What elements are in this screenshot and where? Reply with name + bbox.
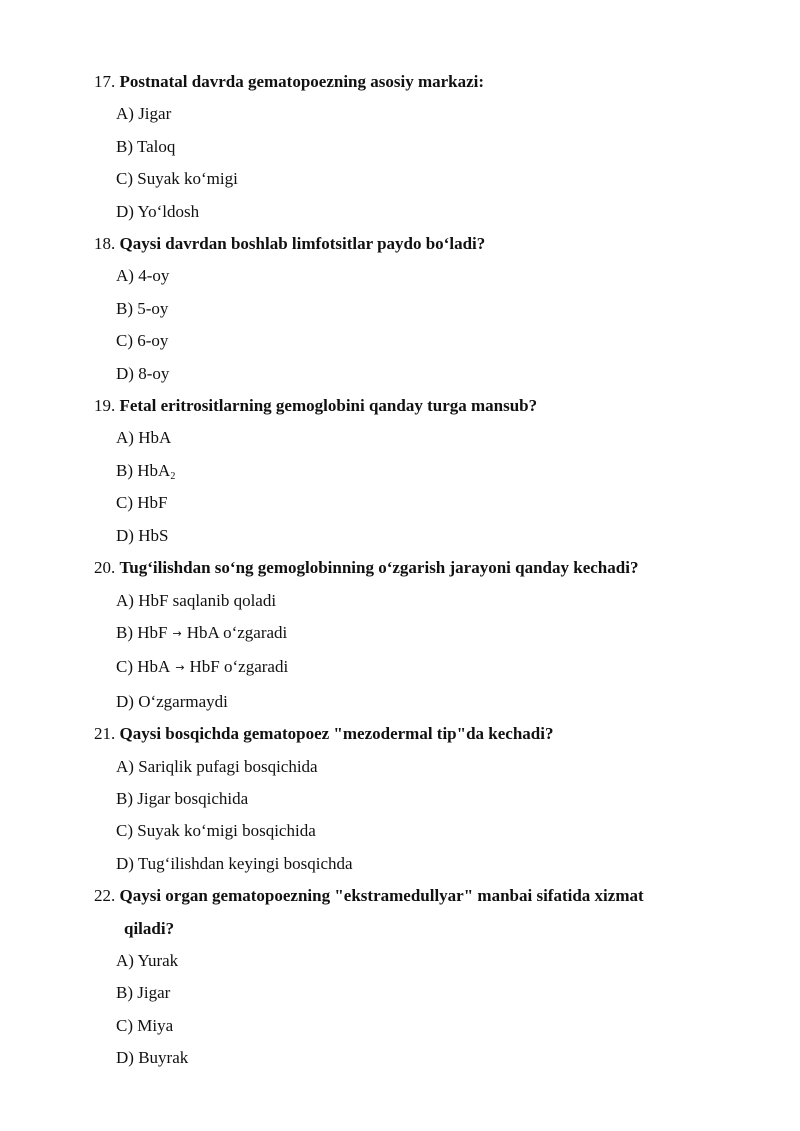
option-suffix: HbF o‘zgaradi: [189, 657, 289, 677]
option-a: A) Sariqlik pufagi bosqichida: [116, 756, 318, 776]
question-text: Fetal eritrositlarning gemoglobini qanday turga mansub?: [119, 396, 538, 416]
option-b: B) Jigar: [116, 983, 171, 1003]
right-arrow-icon: →: [175, 661, 185, 675]
option-a: A) HbA: [116, 428, 172, 448]
option-b-text: B) HbA: [116, 460, 171, 480]
option-b: B) Taloq: [116, 136, 176, 156]
option-prefix: C) HbA: [116, 657, 171, 677]
question-text: Postnatal davrda gematopoezning asosiy markazi:: [119, 72, 485, 91]
option-d: D) O‘zgarmaydi: [116, 691, 228, 711]
option-b: [94, 617, 734, 651]
option-suffix: HbA o‘zgaradi: [186, 622, 288, 642]
option-c: C) Suyak ko‘migi bosqichida: [116, 821, 316, 841]
question-text: Qaysi davrdan boshlab limfotsitlar paydo bo‘ladi?: [119, 234, 486, 254]
question-number: 21.: [94, 724, 116, 744]
question-number: 19.: [94, 396, 116, 416]
question-17: [94, 66, 734, 98]
option-d: D) Yo‘ldosh: [116, 201, 200, 221]
question-number: 17.: [94, 72, 116, 91]
option-a: A) Jigar: [116, 104, 172, 124]
question-list: [94, 66, 734, 1075]
option-prefix: B) HbF: [116, 622, 168, 642]
option-a: A) Yurak: [116, 950, 179, 970]
subscript: 2: [170, 470, 176, 482]
option-b: [94, 455, 734, 487]
right-arrow-icon: →: [172, 626, 182, 640]
option-c: C) HbF: [116, 493, 168, 513]
question-number: 22.: [94, 886, 116, 906]
option-c: C) Miya: [116, 1015, 174, 1035]
question-18: [94, 228, 734, 260]
option-a: A) HbF saqlanib qoladi: [116, 590, 277, 610]
question-text: Tug‘ilishdan so‘ng gemoglobinning o‘zgarish jarayoni qanday kechadi?: [119, 558, 639, 578]
option-d: D) HbS: [116, 525, 169, 545]
question-text-continued: qiladi?: [124, 918, 175, 938]
question-19: [94, 390, 734, 422]
option-a: A) 4-oy: [116, 266, 170, 286]
option-b: B) Jigar bosqichida: [116, 788, 249, 808]
option-c: [94, 651, 734, 685]
question-22: [94, 880, 734, 945]
question-number: 18.: [94, 234, 116, 254]
question-20: [94, 552, 734, 584]
option-d: D) Tug‘ilishdan keyingi bosqichda: [116, 853, 353, 873]
question-21: [94, 718, 734, 750]
question-text: Qaysi organ gematopoezning "ekstramedullyar" manbai sifatida xizmat: [119, 886, 644, 906]
option-d: D) Buyrak: [116, 1048, 189, 1068]
question-text: Qaysi bosqichda gematopoez "mezodermal tip"da kechadi?: [119, 724, 554, 744]
option-b: B) 5-oy: [116, 298, 169, 318]
question-number: 20.: [94, 558, 116, 578]
option-c: C) Suyak ko‘migi: [116, 169, 238, 189]
option-c: C) 6-oy: [116, 331, 169, 351]
option-d: D) 8-oy: [116, 363, 170, 383]
